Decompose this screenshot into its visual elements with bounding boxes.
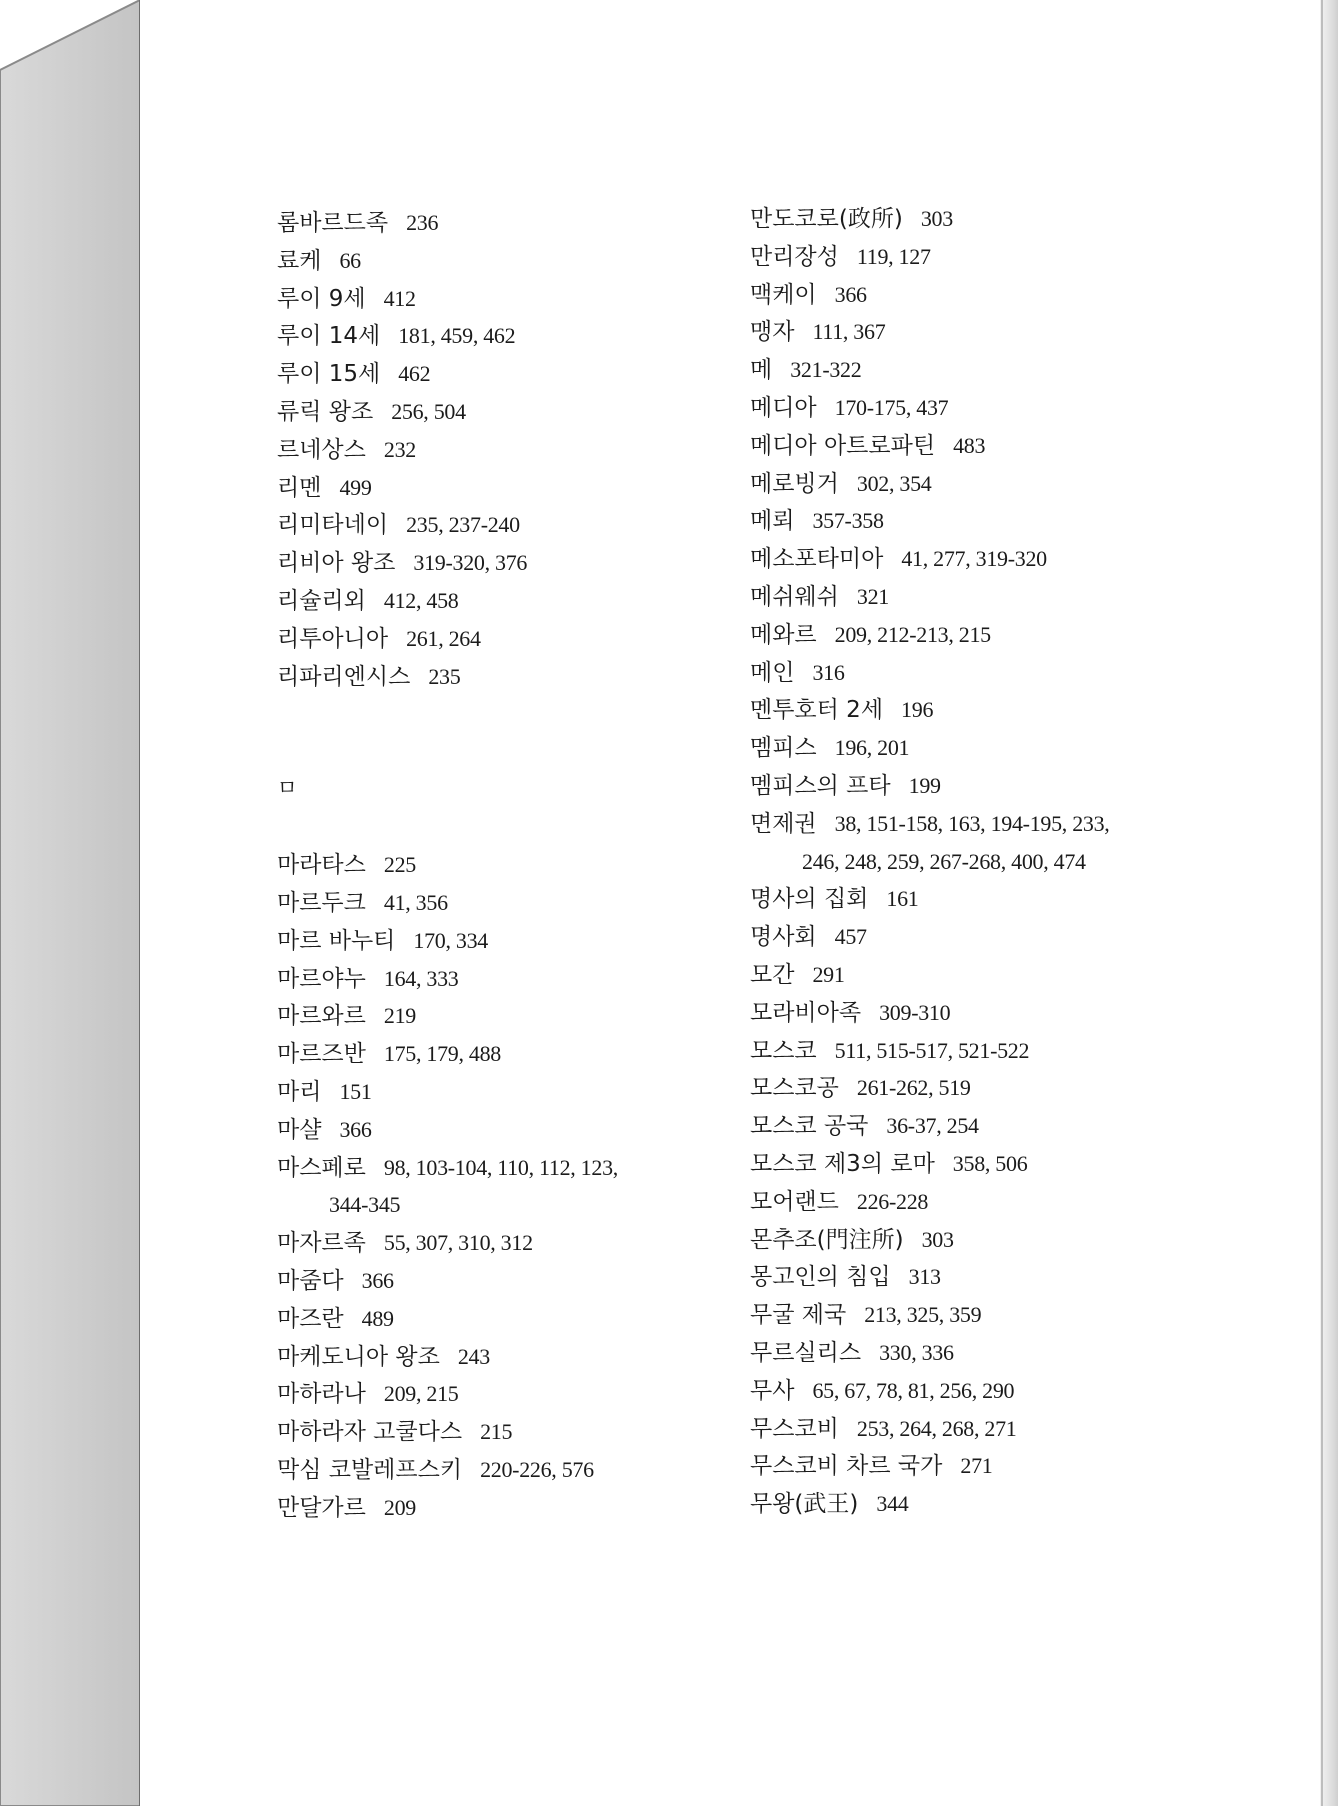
index-entry	[750, 540, 1110, 578]
index-entry	[277, 1149, 618, 1187]
index-page-numbers: 226-228	[856, 1188, 929, 1214]
index-term: 마라타스	[277, 852, 366, 879]
index-page-numbers: 256, 504	[391, 398, 466, 424]
index-entry	[750, 1145, 1110, 1183]
index-term: 마르야누	[277, 965, 366, 992]
index-page-numbers: 499	[339, 474, 372, 500]
index-page-numbers: 344-345	[329, 1192, 401, 1218]
index-entry	[750, 1334, 1110, 1372]
index-page-numbers: 253, 264, 268, 271	[856, 1415, 1017, 1441]
index-page-numbers: 366	[361, 1267, 394, 1293]
index-term: 모스코 공국	[750, 1113, 869, 1140]
left-column	[277, 204, 618, 1527]
index-page-numbers: 232	[383, 436, 416, 462]
index-entry	[277, 846, 618, 884]
index-term: 마스페로	[277, 1154, 366, 1181]
index-page-numbers: 209, 215	[383, 1381, 459, 1407]
index-term: 루이 15세	[277, 361, 381, 388]
index-entry	[277, 1073, 618, 1111]
index-entry	[277, 1224, 618, 1262]
index-entry	[277, 544, 618, 582]
index-page-numbers: 303	[921, 1226, 954, 1252]
index-page-numbers: 243	[457, 1343, 490, 1369]
index-page-numbers: 261, 264	[406, 625, 481, 651]
index-page-numbers: 412, 458	[383, 587, 459, 613]
index-entry	[277, 506, 618, 544]
index-term: 마르즈반	[277, 1041, 366, 1068]
index-page-numbers: 220-226, 576	[480, 1456, 594, 1482]
index-entry	[750, 1258, 1110, 1296]
index-page-numbers: 489	[361, 1305, 394, 1331]
index-entry	[750, 578, 1110, 616]
index-term: 메인	[750, 659, 795, 686]
index-page-numbers: 213, 325, 359	[864, 1302, 982, 1328]
index-term: 마르 바누티	[277, 927, 396, 954]
index-entry	[750, 1410, 1110, 1448]
index-term: 리미타네이	[277, 512, 389, 539]
index-term: 르네상스	[277, 436, 366, 463]
index-page-numbers: 41, 356	[383, 889, 448, 915]
index-entry	[277, 280, 618, 318]
index-term: 리투아니아	[277, 625, 389, 652]
index-entry	[750, 351, 1110, 389]
index-entry	[750, 1485, 1110, 1523]
index-term: 메소포타미아	[750, 546, 884, 573]
index-term: 마케도니아 왕조	[277, 1343, 440, 1370]
index-entry	[277, 469, 618, 507]
index-term: 무왕(武王)	[750, 1491, 859, 1518]
index-entry	[277, 242, 618, 280]
index-term: 리비아 왕조	[277, 550, 396, 577]
index-page-numbers: 366	[834, 281, 867, 307]
index-entry	[750, 918, 1110, 956]
index-page-numbers: 196	[901, 697, 934, 723]
index-term: 모간	[750, 961, 795, 988]
index-entry	[277, 1375, 618, 1413]
index-page-numbers: 309-310	[879, 999, 951, 1025]
index-entry	[750, 1183, 1110, 1221]
index-entry	[277, 1035, 618, 1073]
index-page-numbers: 66	[339, 247, 361, 273]
index-entry	[750, 729, 1110, 767]
index-term: 메디아 아트로파틴	[750, 432, 936, 459]
index-page-numbers: 219	[383, 1003, 416, 1029]
index-entry	[750, 616, 1110, 654]
index-entry	[750, 994, 1110, 1032]
index-page-numbers: 412	[383, 285, 416, 311]
index-term: 리파리엔시스	[277, 663, 411, 690]
index-entry	[277, 1111, 618, 1149]
index-entry	[277, 960, 618, 998]
index-entry	[750, 956, 1110, 994]
index-term: 멘투호터 2세	[750, 697, 884, 724]
index-page-numbers: 199	[908, 772, 941, 798]
index-entry-continuation	[750, 843, 1110, 881]
index-term: 마자르족	[277, 1230, 366, 1257]
index-term: 메뢰	[750, 508, 795, 535]
index-entry	[750, 1069, 1110, 1107]
index-term: 무스코비 차르 국가	[750, 1453, 943, 1480]
index-entry	[750, 880, 1110, 918]
index-page-numbers: 321-322	[790, 357, 862, 383]
index-page-numbers: 235	[428, 663, 461, 689]
index-term: 만달가르	[277, 1494, 366, 1521]
index-entry	[277, 1338, 618, 1376]
index-page-numbers: 357-358	[812, 508, 884, 534]
index-term: 막심 코발레프스키	[277, 1456, 463, 1483]
index-entry	[277, 1413, 618, 1451]
index-entry	[750, 1032, 1110, 1070]
index-page-numbers: 209	[383, 1494, 416, 1520]
section-spacer	[277, 808, 618, 846]
section-heading: ㅁ	[277, 776, 298, 801]
index-term: 롬바르드족	[277, 210, 389, 236]
index-term: 맹자	[750, 319, 795, 346]
index-page-numbers: 209, 212-213, 215	[834, 621, 991, 647]
index-entry	[277, 355, 618, 393]
index-page-numbers: 55, 307, 310, 312	[383, 1230, 533, 1256]
index-page-numbers: 313	[908, 1264, 941, 1290]
index-term: 멤피스	[750, 735, 817, 762]
index-term: 만리장성	[750, 243, 839, 270]
index-page-numbers: 111, 367	[812, 319, 886, 345]
index-entry	[750, 200, 1110, 238]
index-term: 루이 14세	[277, 323, 381, 350]
index-page-numbers: 330, 336	[879, 1339, 954, 1365]
index-term: 모스코	[750, 1037, 817, 1064]
index-entry	[750, 313, 1110, 351]
index-term: 몬추조(門注所)	[750, 1226, 904, 1253]
index-page-numbers: 38, 151-158, 163, 194-195, 233,	[834, 810, 1110, 836]
index-entry	[750, 1447, 1110, 1485]
index-term: 멤피스의 프타	[750, 772, 891, 799]
index-page-numbers: 235, 237-240	[406, 512, 520, 538]
index-page-numbers: 358, 506	[952, 1150, 1028, 1176]
index-page-numbers: 366	[339, 1116, 372, 1142]
index-term: 명사의 집회	[750, 886, 869, 913]
index-entry	[750, 767, 1110, 805]
index-page-numbers: 302, 354	[856, 470, 932, 496]
index-term: 리슐리외	[277, 587, 366, 614]
index-term: 마르두크	[277, 889, 366, 916]
index-entry	[277, 922, 618, 960]
index-page-numbers: 151	[339, 1078, 372, 1104]
index-term: 마샬	[277, 1116, 322, 1143]
index-page-numbers: 483	[953, 432, 986, 458]
index-term: 명사회	[750, 924, 817, 951]
index-page-numbers: 225	[383, 852, 416, 878]
index-page-numbers: 511, 515-517, 521-522	[834, 1037, 1030, 1063]
index-page-numbers: 271	[960, 1453, 993, 1479]
index-page-numbers: 261-262, 519	[856, 1075, 971, 1101]
index-term: 료케	[277, 247, 322, 274]
index-entry	[277, 997, 618, 1035]
index-term: 모스코공	[750, 1075, 839, 1102]
index-term: 무굴 제국	[750, 1302, 847, 1329]
index-term: 마리	[277, 1078, 322, 1105]
index-page-numbers: 316	[812, 659, 845, 685]
section-spacer	[277, 695, 618, 770]
index-term: 마즈란	[277, 1305, 344, 1332]
index-entry	[277, 431, 618, 469]
index-entry	[277, 582, 618, 620]
index-term: 메디아	[750, 394, 817, 421]
index-term: 만도코로(政所)	[750, 206, 903, 232]
index-entry	[277, 393, 618, 431]
index-page-numbers: 321	[856, 583, 889, 609]
index-page-numbers: 236	[406, 210, 439, 235]
index-entry	[277, 204, 618, 242]
index-page-numbers: 164, 333	[383, 965, 459, 991]
index-entry	[750, 1296, 1110, 1334]
index-entry	[277, 884, 618, 922]
index-entry-continuation	[277, 1186, 618, 1224]
index-term: 모어랜드	[750, 1188, 839, 1215]
index-page-numbers: 181, 459, 462	[398, 323, 516, 349]
index-term: 메로빙거	[750, 470, 839, 497]
index-term: 마줌다	[277, 1267, 344, 1294]
index-entry	[750, 1221, 1110, 1259]
index-entry	[750, 805, 1110, 843]
index-entry	[277, 1262, 618, 1300]
index-page-numbers: 119, 127	[856, 243, 931, 269]
index-term: 무스코비	[750, 1415, 839, 1442]
index-entry	[277, 317, 618, 355]
index-page-numbers: 161	[886, 886, 919, 912]
index-term: 무사	[750, 1377, 795, 1404]
index-page-numbers: 196, 201	[834, 735, 910, 761]
index-term: 메와르	[750, 621, 817, 648]
index-page-numbers: 65, 67, 78, 81, 256, 290	[812, 1377, 1015, 1403]
index-entry	[277, 620, 618, 658]
index-entry	[750, 427, 1110, 465]
index-term: 무르실리스	[750, 1339, 862, 1366]
index-term: 메	[750, 357, 773, 384]
index-page-numbers: 36-37, 254	[886, 1113, 979, 1139]
index-page-numbers: 462	[398, 361, 431, 387]
index-term: 모라비아족	[750, 999, 862, 1026]
index-entry	[750, 1107, 1110, 1145]
index-entry	[750, 691, 1110, 729]
index-page-numbers: 170-175, 437	[834, 394, 949, 420]
index-entry	[750, 654, 1110, 692]
right-column	[750, 200, 1110, 1523]
index-entry	[277, 658, 618, 696]
index-entry	[750, 1372, 1110, 1410]
index-term: 모스코 제3의 로마	[750, 1150, 935, 1177]
index-term: 메쉬웨쉬	[750, 583, 839, 610]
index-entry	[277, 1300, 618, 1338]
index-entry	[750, 238, 1110, 276]
index-page-numbers: 291	[812, 961, 845, 987]
index-page	[140, 0, 1320, 1806]
index-page-numbers: 246, 248, 259, 267-268, 400, 474	[802, 848, 1086, 874]
index-page-numbers: 303	[920, 206, 953, 231]
index-page-numbers: 41, 277, 319-320	[901, 546, 1047, 572]
index-entry	[750, 502, 1110, 540]
index-term: 마하라나	[277, 1381, 366, 1408]
index-term: 맥케이	[750, 281, 817, 308]
index-term: 마하라자 고쿨다스	[277, 1419, 463, 1446]
index-entry	[277, 1489, 618, 1527]
index-term: 리멘	[277, 474, 322, 501]
index-entry	[750, 389, 1110, 427]
index-page-numbers: 457	[834, 924, 867, 950]
index-page-numbers: 344	[876, 1491, 909, 1517]
index-page-numbers: 215	[480, 1419, 513, 1445]
index-term: 류릭 왕조	[277, 398, 374, 425]
index-entry	[750, 276, 1110, 314]
index-page-numbers: 175, 179, 488	[383, 1041, 501, 1067]
index-term: 루이 9세	[277, 285, 366, 312]
index-page-numbers: 170, 334	[413, 927, 489, 953]
index-entry	[750, 465, 1110, 503]
index-term: 마르와르	[277, 1003, 366, 1030]
index-page-numbers: 319-320, 376	[413, 550, 528, 576]
index-term: 몽고인의 침입	[750, 1264, 891, 1291]
index-term: 면제권	[750, 810, 817, 837]
index-entry	[277, 1451, 618, 1489]
index-page-numbers: 98, 103-104, 110, 112, 123,	[383, 1154, 618, 1180]
